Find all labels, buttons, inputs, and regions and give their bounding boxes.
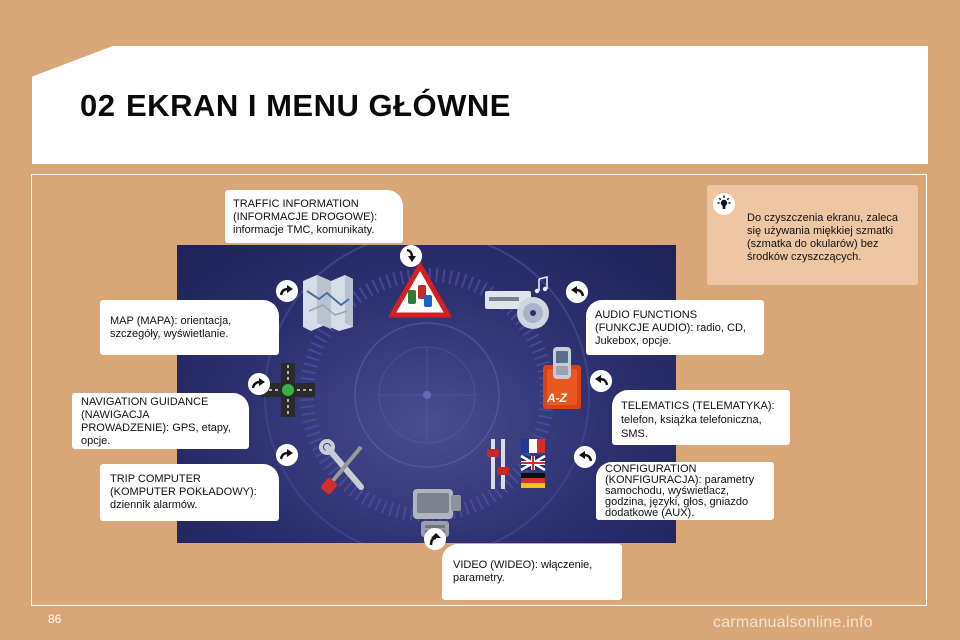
callout-map	[100, 300, 279, 355]
callout-line: (KONFIGURACJA): parametry	[605, 474, 755, 486]
arrow-right-icon	[276, 280, 298, 302]
callout-navigation-guidance	[72, 393, 249, 449]
callout-line: parametry.	[453, 572, 505, 584]
callout-audio-functions	[586, 300, 764, 355]
callout-line: godzina, języki, głos, gniazdo	[605, 496, 749, 508]
callout-line: TELEMATICS (TELEMATYKA):	[621, 400, 775, 412]
callout-line: (INFORMACJE DROGOWE):	[233, 211, 378, 223]
arrow-left-icon	[590, 370, 612, 392]
callout-line: (NAWIGACJA	[81, 409, 150, 421]
callout-line: PROWADZENIE): GPS, etapy,	[81, 422, 231, 434]
arrow-left-icon	[566, 281, 588, 303]
callout-line: VIDEO (WIDEO): włączenie,	[453, 559, 593, 571]
callout-line: dziennik alarmów.	[110, 499, 198, 511]
callout-line: CONFIGURATION	[605, 463, 697, 475]
callout-line: (FUNKCJE AUDIO): radio, CD,	[595, 322, 746, 334]
watermark: carmanualsonline.info	[713, 614, 873, 631]
arrow-down-icon	[400, 245, 422, 267]
settings-flags-icon	[483, 435, 555, 493]
callout-line: TRAFFIC INFORMATION	[233, 198, 359, 210]
callout-line: opcje.	[81, 435, 111, 447]
callout-video	[442, 544, 622, 600]
callout-traffic-information	[225, 190, 403, 243]
arrow-right-icon	[248, 373, 270, 395]
callout-line: samochodu, wyświetlacz,	[605, 485, 730, 497]
callout-line: Jukebox, opcje.	[595, 335, 672, 347]
callout-line: szczegóły, wyświetlanie.	[110, 328, 229, 340]
callout-configuration	[596, 462, 774, 520]
callout-telematics	[612, 390, 790, 445]
tip-text: Do czyszczenia ekranu, zaleca się używania miękkiej szmatki (szmatka do okularów) bez środków czyszczących.	[747, 212, 899, 263]
lightbulb-icon	[712, 192, 736, 216]
callout-line: NAVIGATION GUIDANCE	[81, 396, 209, 408]
callout-line: SMS.	[621, 428, 648, 440]
callout-trip-computer	[100, 464, 279, 521]
page-number: 86	[48, 612, 62, 626]
callout-line: AUDIO FUNCTIONS	[595, 309, 698, 321]
page-title: EKRAN I MENU GŁÓWNE	[126, 88, 511, 123]
map-icon	[297, 271, 359, 333]
audio-cd-icon	[481, 275, 551, 333]
az-label: A-Z	[547, 391, 567, 405]
arrow-left-icon	[574, 446, 596, 468]
callout-line: MAP (MAPA): orientacja,	[110, 315, 232, 327]
arrow-up-icon	[424, 528, 446, 550]
callout-line: dodatkowe (AUX).	[605, 507, 695, 519]
callout-line: telefon, książka telefoniczna,	[621, 414, 762, 426]
arrow-right-icon	[276, 444, 298, 466]
tools-icon	[317, 439, 371, 495]
chapter-number: 02	[80, 88, 116, 123]
callout-line: TRIP COMPUTER	[110, 473, 201, 485]
callout-line: (KOMPUTER POKŁADOWY):	[110, 486, 257, 498]
callout-line: informacje TMC, komunikaty.	[233, 224, 375, 236]
traffic-warning-icon	[389, 263, 451, 319]
